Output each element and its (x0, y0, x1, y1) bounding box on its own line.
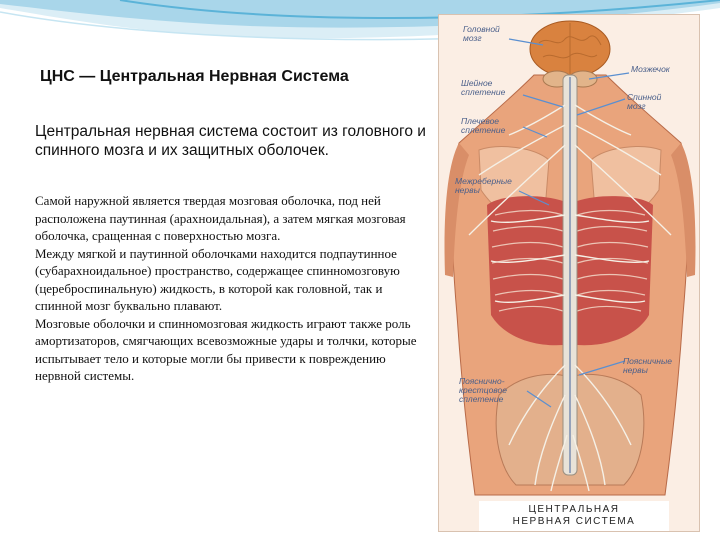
body-text (35, 192, 430, 385)
label-cerebellum: Мозжечок (631, 64, 670, 74)
label-spinal-cord: Спинной мозг (627, 92, 662, 111)
slide-title: ЦНС — Центральная Нервная Система (40, 68, 349, 85)
paragraph-meninges: Самой наружной является твердая мозговая оболочка, под ней расположена паутинная (арахноидальная), а затем мягкая мозговая оболочка, сращенная с поверхностью мозга. (35, 193, 406, 243)
figure-caption: ЦЕНТРАЛЬНАЯ НЕРВНАЯ СИСТЕМА (479, 501, 669, 531)
label-cervical-plexus: Шейное сплетение (461, 78, 506, 97)
label-brachial-plexus: Плечевое сплетение (461, 116, 506, 135)
label-lumbar-nerves: Поясничные нервы (623, 356, 672, 375)
cns-anatomy-illustration (438, 14, 700, 532)
label-intercostal-nerves: Межреберные нервы (455, 176, 512, 195)
label-brain: Головной мозг (463, 24, 500, 43)
lead-paragraph: Центральная нервная система состоит из головного и спинного мозга и их защитных оболочек. (35, 123, 426, 159)
paragraph-shock-absorption: Мозговые оболочки и спинномозговая жидкость играют также роль амортизаторов, смягчающих всевозможные удары и толчки, которые испытывает тело и которые могли бы привести к повреждению нервной системы. (35, 315, 417, 383)
label-lumbosacral-plexus: Пояснично- крестцовое сплетение (459, 376, 507, 404)
paragraph-subarachnoid: Между мягкой и паутинной оболочками находится подпаутинное (субарахноидальное) пространство, содержащее спинномозговую (цереброспинальную) жидкость, в которой как головной, так и спинной мозг буквально плавают. (35, 245, 400, 313)
